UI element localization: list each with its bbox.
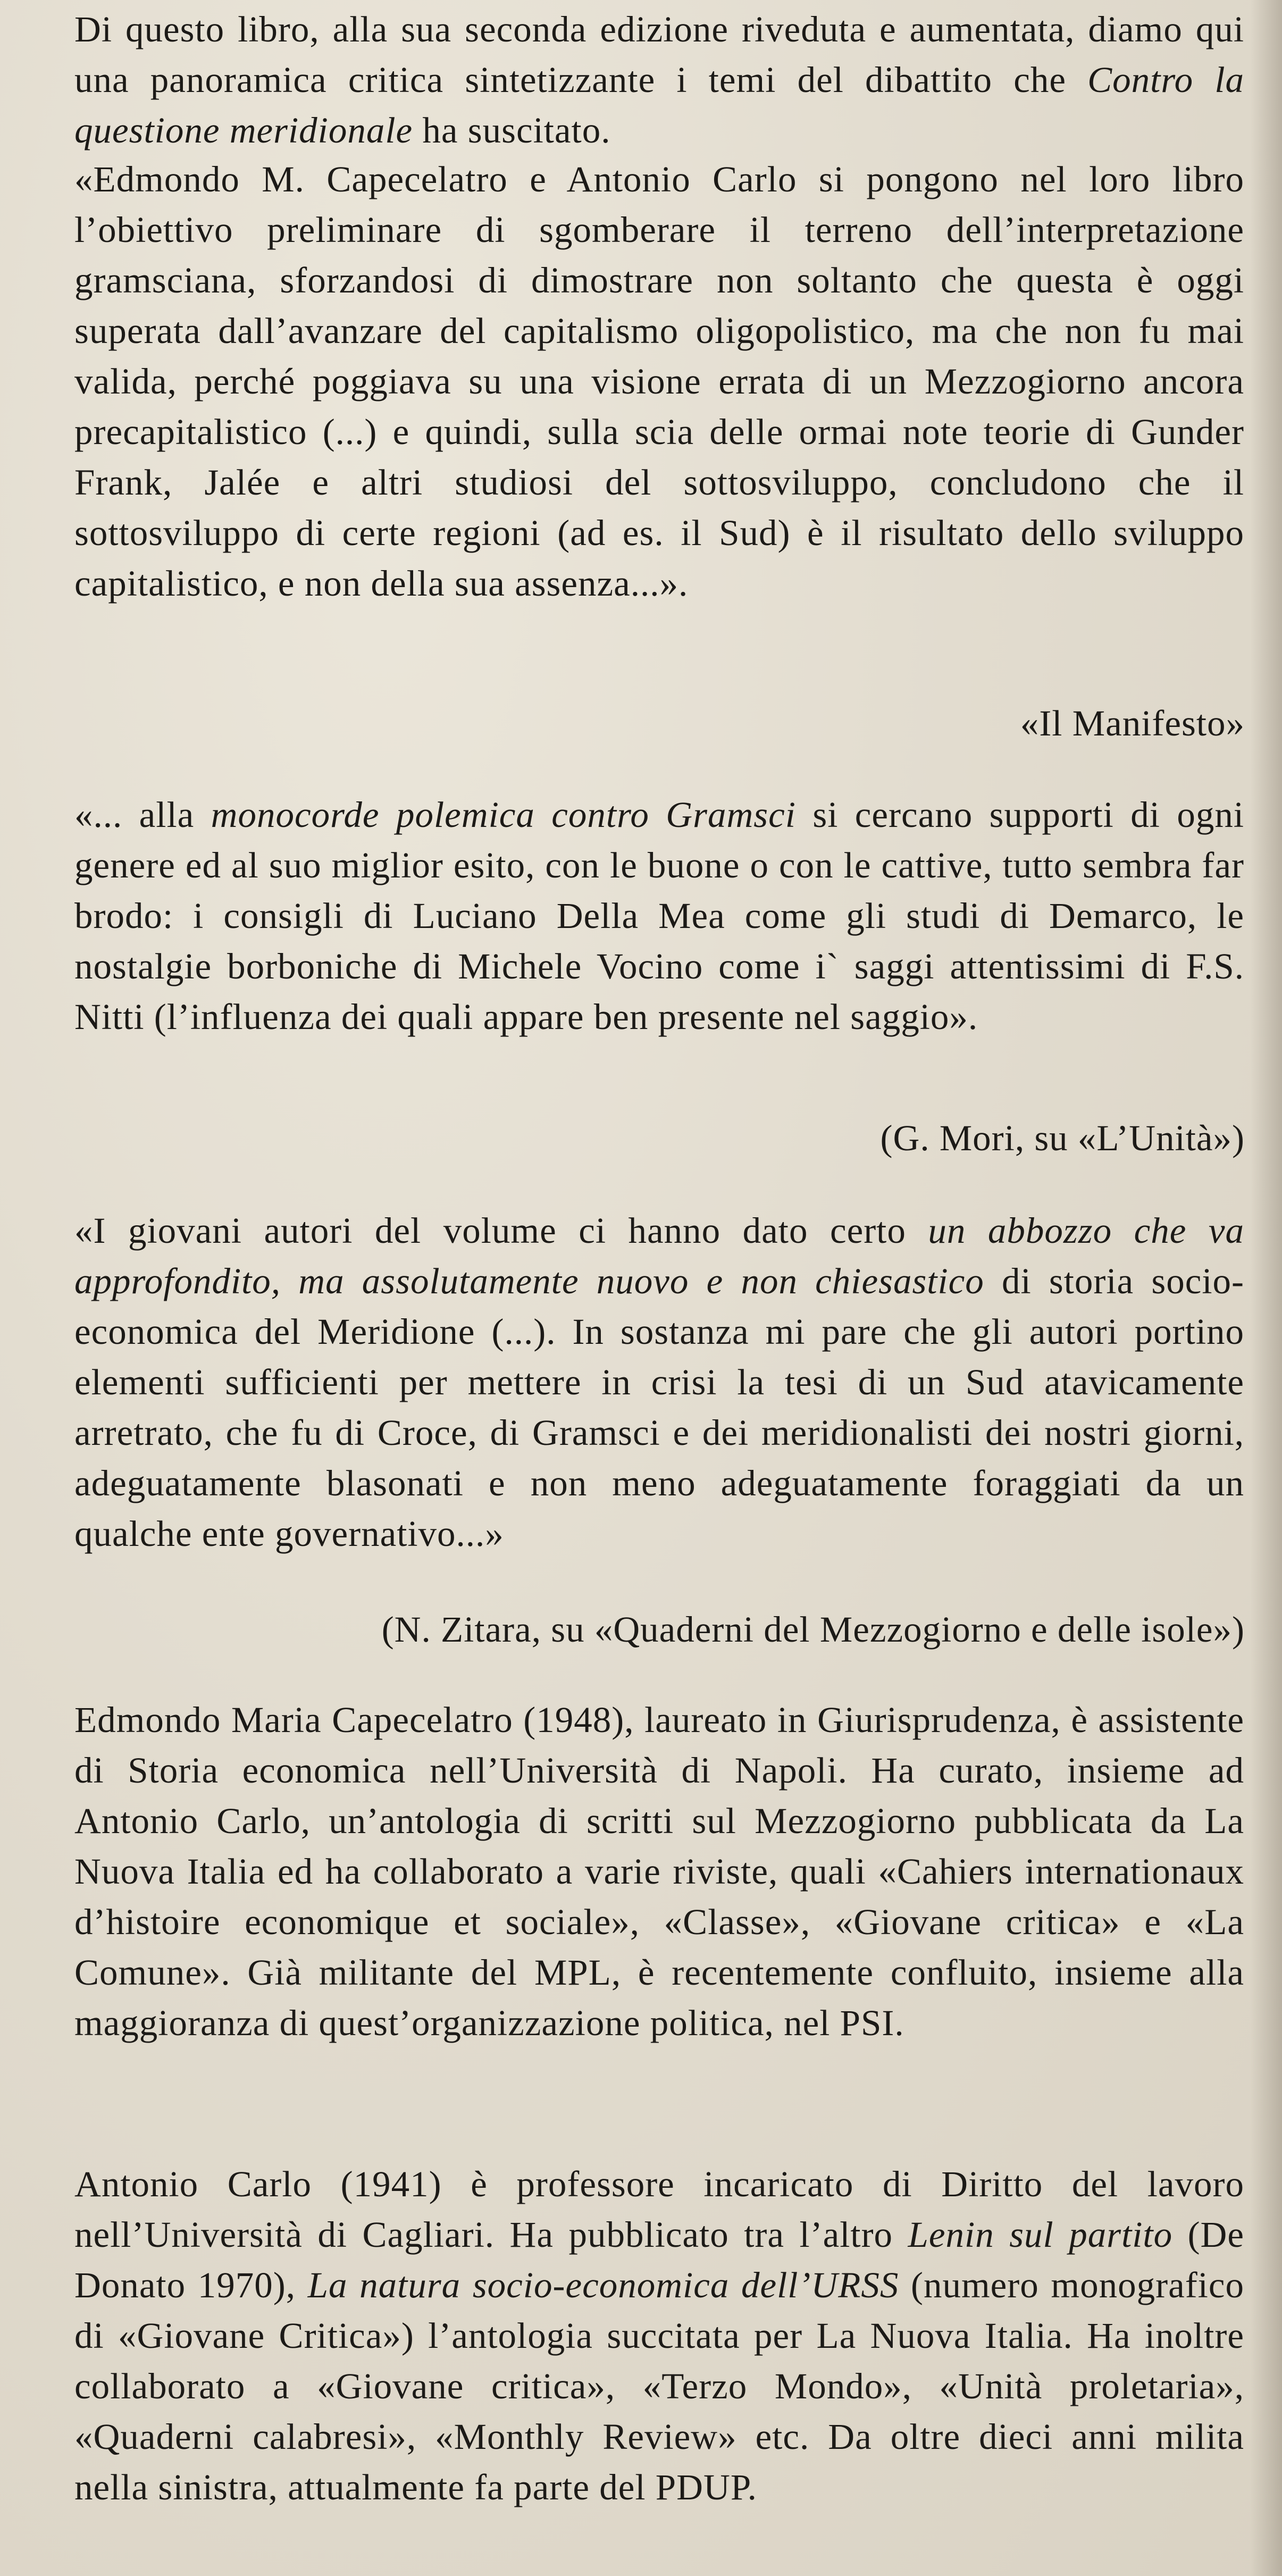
quote-rest: di storia socio-economica del Meridione (...). In sostanza mi pare che gli autori portino elementi sufficienti per mettere in crisi la tesi di un Sud atavicamente arretrato, che fu di Croce, di Gramsci e dei meridionalisti dei nostri giorni, adeguatamente blasonati e non meno adeguatamente foraggiati da un qualche ente governativo...»	[74, 1261, 1244, 1554]
bio-start: Antonio Carlo (1941) è professore incaricato di Diritto del lavoro nell’Università di Cagliari. Ha pubblicato tra l’altro	[74, 2164, 1244, 2255]
source-quaderni: (N. Zitara, su «Quaderni del Mezzogiorno e delle isole»)	[381, 1609, 1245, 1650]
intro-end-text: ha suscitato.	[413, 110, 611, 150]
quote-unita	[74, 790, 1244, 1042]
intro-text: Di questo libro, alla sua seconda edizione riveduta e aumentata, diamo qui una panoramica critica sintetizzante i temi del dibattito che	[74, 9, 1244, 100]
quote-start: «I giovani autori del volume ci hanno dato certo	[74, 1210, 928, 1251]
book-title: Contro la questione meridionale	[74, 60, 1244, 150]
page-edge-shadow	[1250, 0, 1282, 2576]
bio-mid: (De Donato 1970),	[74, 2214, 1244, 2305]
bio-carlo	[74, 2159, 1244, 2513]
bio-text: Edmondo Maria Capecelatro (1948), laureato in Giurisprudenza, è assistente di Storia economica nell’Università di Napoli. Ha curato, insieme ad Antonio Carlo, un’antologia di scritti sul Mezzogiorno pubblicata da La Nuova Italia ed ha collaborato a varie riviste, quali «Cahiers internationaux d’histoire economique et sociale», «Classe», «Giovane critica» e «La Comune». Già militante del MPL, è recentemente confluito, insieme alla maggioranza di quest’organizzazione politica, nel PSI.	[74, 1700, 1244, 2043]
quote-rest: si cercano supporti di ogni genere ed al suo miglior esito, con le buone o con le cattive, tutto sembra far brodo: i consigli di Luciano Della Mea come gli studi di Demarco, le nostalgie borboniche di Michele Vocino come i` saggi attentissimi di F.S. Nitti (l’influenza dei quali appare ben presente nel saggio».	[74, 794, 1245, 1037]
bio-capecelatro	[74, 1695, 1244, 2048]
source-il-manifesto: «Il Manifesto»	[1020, 703, 1245, 743]
book-title-urss: La natura socio-economica dell’URSS	[307, 2265, 899, 2305]
quote-il-manifesto	[74, 154, 1244, 609]
bio-rest: (numero monografico di «Giovane Critica») l’antologia succitata per La Nuova Italia. Ha inoltre collaborato a «Giovane critica», «Terzo Mondo», «Unità proletaria», «Quaderni calabresi», «Monthly Review» etc. Da oltre dieci anni milita nella sinistra, attualmente fa parte del PDUP.	[74, 2265, 1244, 2507]
quote-italic: monocorde polemica contro Gramsci	[211, 794, 796, 835]
quote-start: «... alla	[74, 794, 211, 835]
quote-italic: un abbozzo che va approfondito, ma assolutamente nuovo e non chiesastico	[74, 1210, 1244, 1301]
book-title-lenin: Lenin sul partito	[908, 2214, 1173, 2255]
intro-paragraph	[74, 4, 1244, 156]
quote-text: «Edmondo M. Capecelatro e Antonio Carlo si pongono nel loro libro l’obiettivo preliminare di sgomberare il terreno dell’interpretazione gramsciana, sforzandosi di dimostrare non soltanto che questa è oggi superata dall’avanzare del capitalismo oligopolistico, ma che non fu mai valida, perché poggiava su una visione errata di un Mezzogiorno ancora precapitalistico (...) e quindi, sulla scia delle ormai note teorie di Gunder Frank, Jalée e altri studiosi del sottosviluppo, concludono che il sottosviluppo di certe regioni (ad es. il Sud) è il risultato dello sviluppo capitalistico, e non della sua assenza...».	[74, 159, 1244, 604]
source-unita: (G. Mori, su «L’Unità»)	[880, 1118, 1245, 1158]
quote-quaderni	[74, 1206, 1244, 1559]
